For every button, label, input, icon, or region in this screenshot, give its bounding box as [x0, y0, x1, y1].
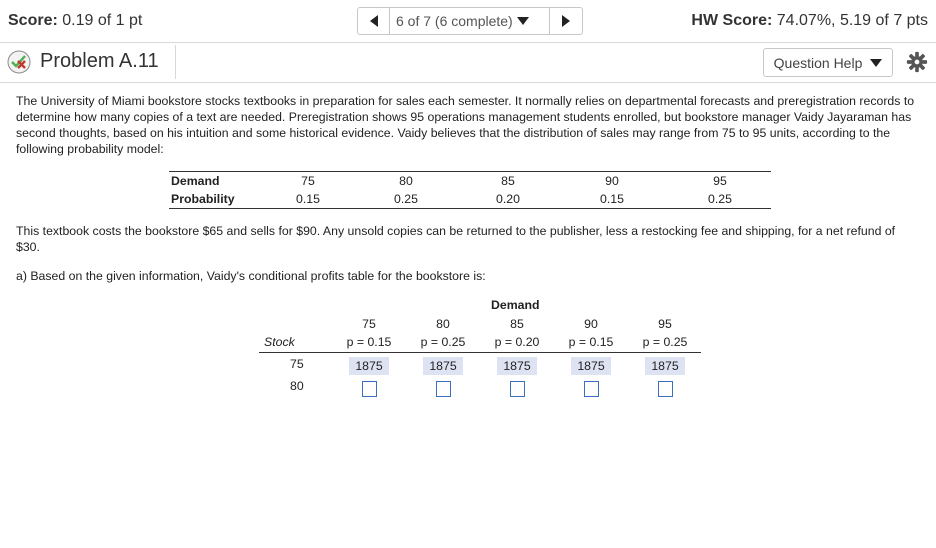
demand-value: 95	[713, 174, 727, 188]
profits-demand-col: 90	[584, 317, 598, 331]
demand-value: 85	[501, 174, 515, 188]
arrow-left-icon	[370, 15, 378, 27]
problem-title: Problem A.11	[40, 50, 159, 72]
profits-prob-col: p = 0.15	[346, 335, 392, 349]
profit-answer-input[interactable]	[362, 381, 377, 397]
score-label: Score:	[8, 12, 58, 29]
question-help-button[interactable]	[763, 48, 893, 77]
profits-prob-col: p = 0.25	[420, 335, 466, 349]
hw-score-display	[691, 12, 928, 30]
probability-value: 0.15	[296, 192, 320, 206]
score-value: 0.19 of 1 pt	[62, 12, 143, 29]
demand-value: 90	[605, 174, 619, 188]
profit-answer-input[interactable]	[510, 381, 525, 397]
question-nav	[357, 7, 583, 35]
profits-demand-header: Demand	[491, 298, 540, 312]
arrow-right-icon	[562, 15, 570, 27]
profits-prob-col: p = 0.15	[568, 335, 614, 349]
cost-info-text: This textbook costs the bookstore $65 and sells for $90. Any unsold copies can be returned to the publisher, less a restocking fee and shipping, for a net refund of $30.	[16, 224, 896, 254]
question-selector-dropdown[interactable]	[390, 7, 550, 35]
next-question-button[interactable]	[550, 7, 583, 35]
stock-row-label: 75	[290, 357, 304, 371]
profits-prob-col: p = 0.25	[642, 335, 688, 349]
header-divider	[175, 45, 176, 79]
previous-question-button[interactable]	[357, 7, 390, 35]
profits-demand-col: 95	[658, 317, 672, 331]
probability-value: 0.25	[708, 192, 732, 206]
profit-cell: 1875	[349, 357, 389, 375]
profits-demand-col: 80	[436, 317, 450, 331]
profit-cell: 1875	[571, 357, 611, 375]
hw-score-label: HW Score:	[691, 12, 773, 29]
score-display	[8, 12, 142, 30]
table-bottom-rule	[169, 208, 771, 209]
problem-intro-text: The University of Miami bookstore stocks textbooks in preparation for sales each semester. It normally relies on departmental forecasts and preregistration records to determine how many copies of a text are needed. Preregistration shows 95 operations management students enrolled, but bookstore manager Vaidy Jayaraman has second thoughts, based on his intuition and some historical evidence. Vaidy believes that the distribution of sales may range from 75 to 95 units, according to the following probability model:	[16, 94, 915, 156]
demand-label: Demand	[171, 174, 220, 188]
profits-header-rule	[259, 352, 701, 353]
profit-cell: 1875	[645, 357, 685, 375]
caret-down-icon	[517, 17, 529, 25]
profit-cell: 1875	[497, 357, 537, 375]
caret-down-icon	[870, 59, 882, 67]
table-top-rule	[169, 171, 771, 172]
hw-score-value: 74.07%, 5.19 of 7 pts	[776, 12, 928, 29]
question-position: 6 of 7 (6 complete)	[396, 13, 513, 29]
demand-value: 80	[399, 174, 413, 188]
profit-answer-input[interactable]	[436, 381, 451, 397]
problem-header	[0, 42, 936, 83]
profits-stock-header: Stock	[264, 335, 295, 349]
gear-icon[interactable]	[906, 51, 928, 73]
partial-credit-icon	[7, 50, 31, 74]
demand-value: 75	[301, 174, 315, 188]
profit-cell: 1875	[423, 357, 463, 375]
profits-demand-col: 75	[362, 317, 376, 331]
stock-row-label: 80	[290, 379, 304, 393]
probability-label: Probability	[171, 192, 235, 206]
profits-prob-col: p = 0.20	[494, 335, 540, 349]
probability-value: 0.15	[600, 192, 624, 206]
profits-demand-col: 85	[510, 317, 524, 331]
probability-value: 0.20	[496, 192, 520, 206]
profit-answer-input[interactable]	[658, 381, 673, 397]
probability-value: 0.25	[394, 192, 418, 206]
top-bar	[0, 0, 936, 43]
question-help-label: Question Help	[773, 54, 863, 71]
demand-row	[169, 174, 771, 192]
profit-answer-input[interactable]	[584, 381, 599, 397]
part-a-prompt: a) Based on the given information, Vaidy's conditional profits table for the bookstore is:	[16, 269, 486, 283]
